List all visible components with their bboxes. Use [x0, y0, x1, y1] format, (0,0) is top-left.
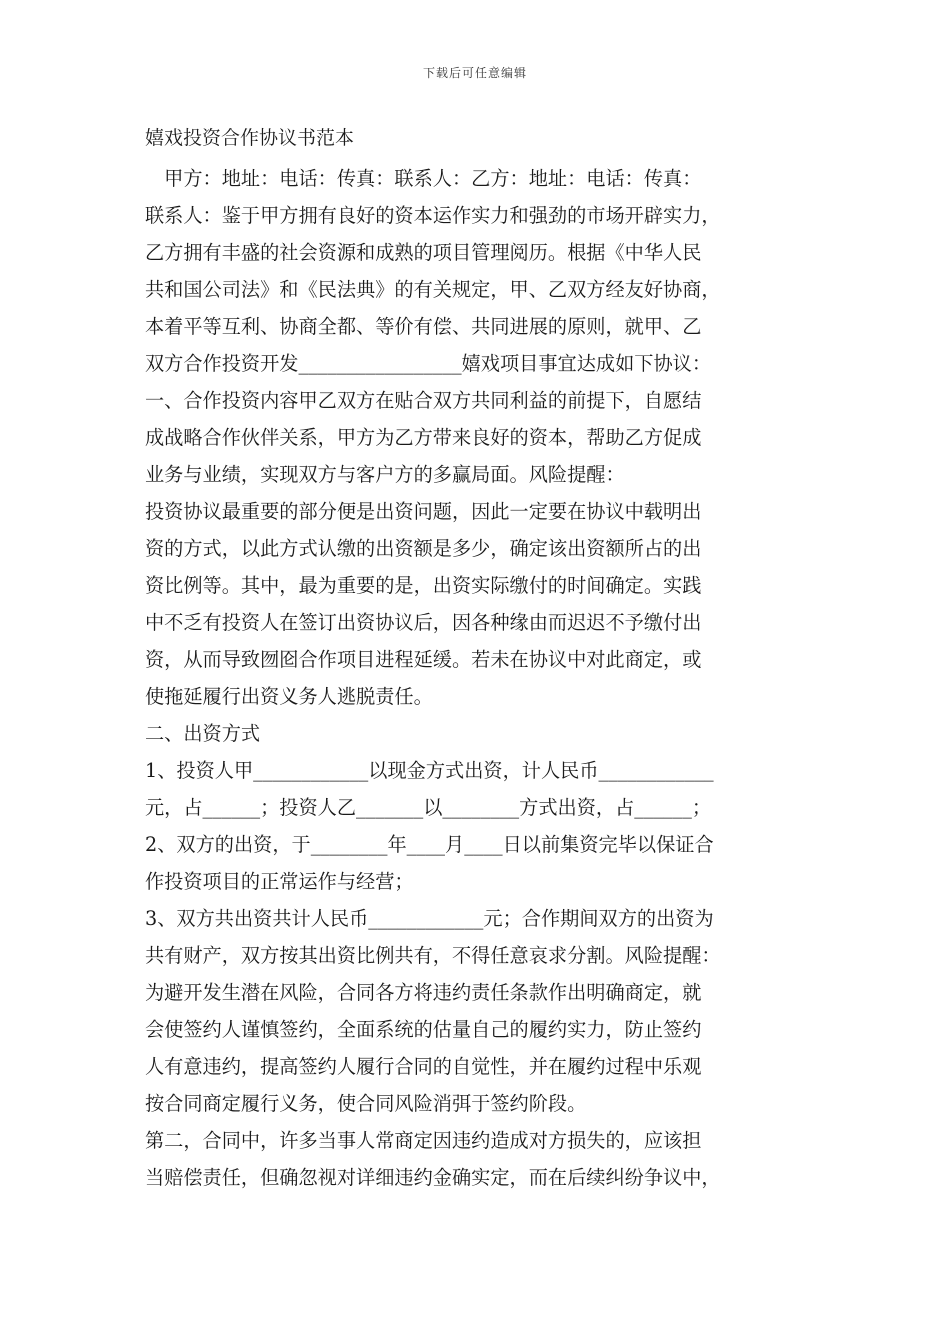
document-title: 嬉戏投资合作协议书范本	[145, 127, 355, 149]
body-line: 资比例等。其中，最为重要的是，出资实际缴付的时间确定。实践	[145, 574, 702, 597]
body-line: 会使签约人谨慎签约，全面系统的估量自己的履约实力，防止签约	[145, 1018, 702, 1041]
document-body	[145, 160, 817, 1196]
body-line: 乙方拥有丰盛的社会资源和成熟的项目管理阅历。根据《中华人民	[145, 241, 702, 264]
body-line: 3、双方共出资共计人民币____________元；合作期间双方的出资为	[145, 907, 714, 930]
body-line: 业务与业绩，实现双方与客户方的多赢局面。风险提醒：	[145, 463, 625, 486]
body-line: 当赔偿责任，但确忽视对详细违约金确实定，而在后续纠纷争议中，	[145, 1166, 721, 1189]
body-line: 资的方式，以此方式认缴的出资额是多少，确定该出资额所占的出	[145, 537, 702, 560]
body-line: 二、出资方式	[145, 722, 261, 745]
body-line: 元，占______；投资人乙_______以________方式出资，占______；	[145, 796, 712, 819]
body-line: 人有意违约，提高签约人履行合同的自觉性，并在履约过程中乐观	[145, 1055, 702, 1078]
body-line: 成战略合作伙伴关系，甲方为乙方带来良好的资本，帮助乙方促成	[145, 426, 702, 449]
body-line: 1、投资人甲____________以现金方式出资，计人民币____________	[145, 759, 714, 782]
body-line: 中不乏有投资人在签订出资协议后，因各种缘由而迟迟不予缴付出	[145, 611, 702, 634]
body-line: 共和国公司法》和《民法典》的有关规定，甲、乙双方经友好协商，	[145, 278, 721, 301]
page-header-note: 下载后可任意编辑	[422, 66, 527, 80]
body-line: 为避开发生潜在风险，合同各方将违约责任条款作出明确商定，就	[145, 981, 702, 1004]
body-line: 按合同商定履行义务，使合同风险消弭于签约阶段。	[145, 1092, 587, 1115]
body-line: 本着平等互利、协商全都、等价有偿、共同进展的原则，就甲、乙	[145, 315, 702, 338]
body-line: 一、合作投资内容甲乙双方在贴合双方共同利益的前提下，自愿结	[145, 389, 702, 412]
body-line: 联系人：鉴于甲方拥有良好的资本运作实力和强劲的市场开辟实力，	[145, 204, 721, 227]
body-line: 共有财产，双方按其出资比例共有，不得任意哀求分割。风险提醒：	[145, 944, 721, 967]
body-line: 投资协议最重要的部分便是出资问题，因此一定要在协议中载明出	[145, 500, 702, 523]
body-line: 第二，合同中，许多当事人常商定因违约造成对方损失的，应该担	[145, 1129, 702, 1152]
body-line: 作投资项目的正常运作与经营；	[145, 870, 414, 893]
body-line: 使拖延履行出资义务人逃脱责任。	[145, 685, 433, 708]
body-line: 双方合作投资开发_________________嬉戏项目事宜达成如下协议：	[145, 352, 712, 375]
body-line: 资，从而导致囫囵合作项目进程延缓。若未在协议中对此商定，或	[145, 648, 702, 671]
body-line: 2、双方的出资，于________年____月____日以前集资完毕以保证合	[145, 833, 714, 856]
body-line: 甲方：地址：电话：传真：联系人：乙方：地址：电话：传真：	[145, 167, 702, 190]
